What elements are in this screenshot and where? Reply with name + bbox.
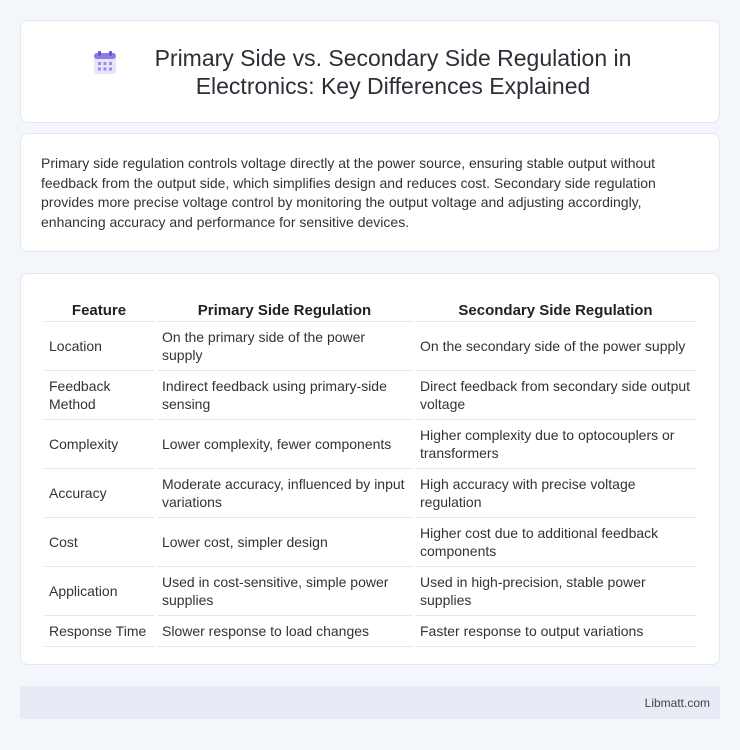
comparison-card [20,273,720,665]
row-secondary: Higher complexity due to optocouplers or transformers [415,420,696,469]
row-primary: Slower response to load changes [157,616,412,647]
row-secondary: High accuracy with precise voltage regulation [415,469,696,518]
row-secondary: Used in high-precision, stable power supplies [415,567,696,616]
row-primary: On the primary side of the power supply [157,322,412,371]
row-feature: Application [44,567,154,616]
table-row [44,567,696,616]
row-secondary: Faster response to output variations [415,616,696,647]
header-primary: Primary Side Regulation [157,294,412,322]
table-row [44,469,696,518]
row-primary: Lower complexity, fewer components [157,420,412,469]
page-title: Primary Side vs. Secondary Side Regulation in Electronics: Key Differences Explained [154,44,632,99]
intro-card [20,133,720,252]
title-card [20,20,720,123]
row-secondary: Higher cost due to additional feedback components [415,518,696,567]
row-feature: Feedback Method [44,371,154,420]
row-secondary: Direct feedback from secondary side output voltage [415,371,696,420]
footer-brand-link[interactable]: Libmatt.com [644,695,710,710]
table-row [44,518,696,567]
row-feature: Accuracy [44,469,154,518]
table-header-row [44,294,696,322]
row-secondary: On the secondary side of the power supply [415,322,696,371]
table-row [44,420,696,469]
header-feature: Feature [44,294,154,322]
row-primary: Lower cost, simpler design [157,518,412,567]
row-feature: Complexity [44,420,154,469]
table-row [44,616,696,647]
row-feature: Response Time [44,616,154,647]
row-feature: Cost [44,518,154,567]
comparison-table [41,294,699,647]
table-row [44,322,696,371]
row-primary: Moderate accuracy, influenced by input variations [157,469,412,518]
row-primary: Used in cost-sensitive, simple power supplies [157,567,412,616]
table-row [44,371,696,420]
header-secondary: Secondary Side Regulation [415,294,696,322]
calendar-icon [92,50,118,76]
footer [20,686,720,719]
title-wrap [92,44,648,100]
row-feature: Location [44,322,154,371]
intro-text: Primary side regulation controls voltage directly at the power source, ensuring stable output without feedback from the output side, which simplifies design and reduces cost. Secondary side regulation provides more precise voltage control by monitoring the output voltage and adjusting accordingly, enhancing accuracy and performance for sensitive devices. [41,155,656,230]
row-primary: Indirect feedback using primary-side sensing [157,371,412,420]
